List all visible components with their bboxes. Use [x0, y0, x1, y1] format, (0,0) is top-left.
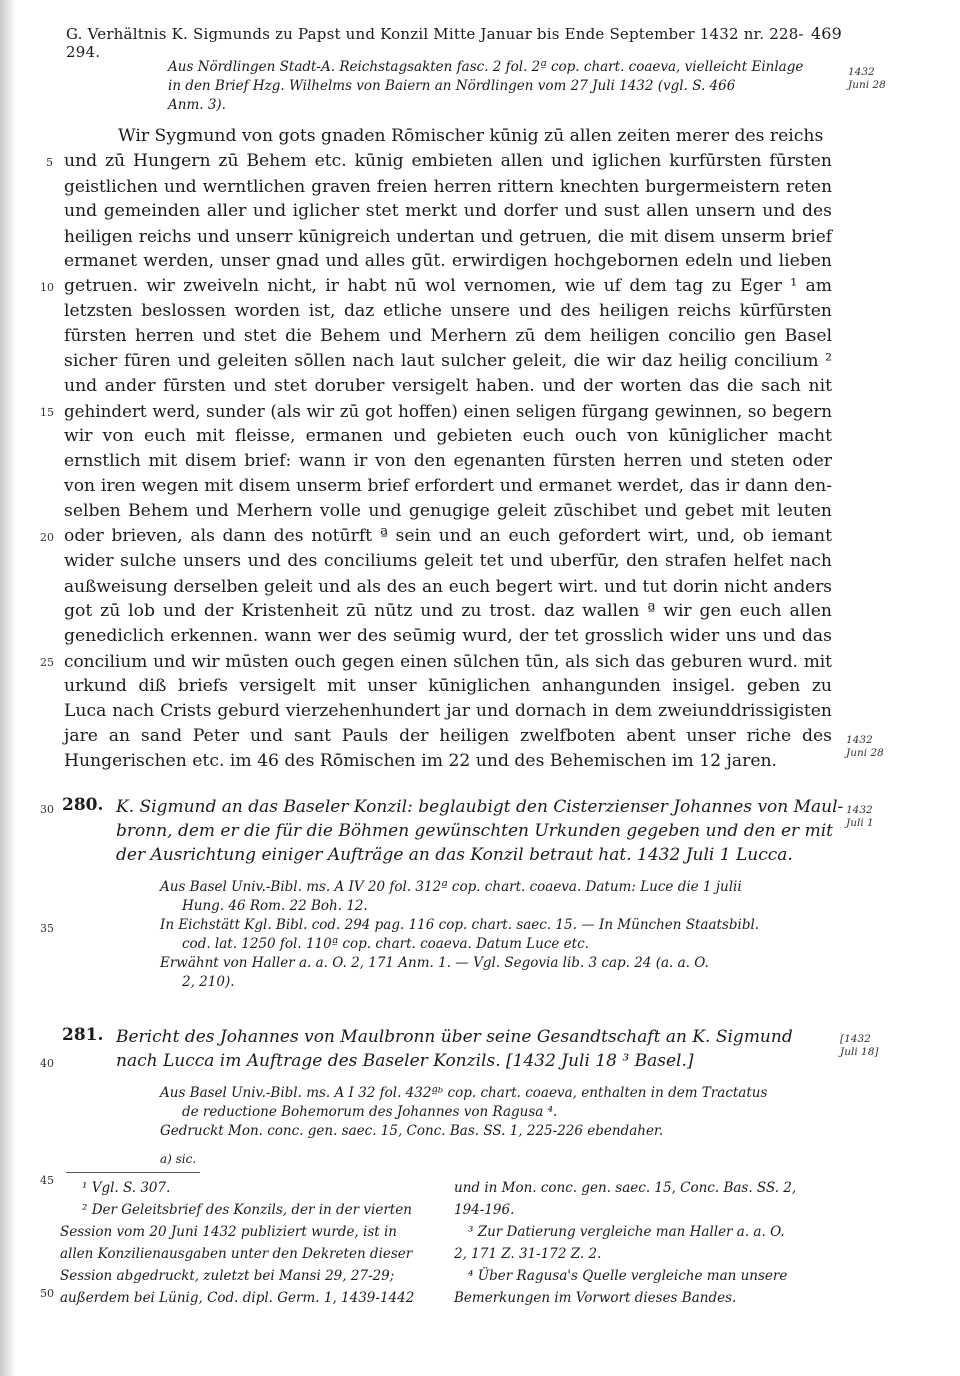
source-line: Hung. 46 Rom. 22 Boh. 12. [182, 898, 368, 914]
line-number: 40 [40, 1057, 54, 1070]
body-line: von iren wegen mit disem unserm brief erfordert und ermanet werdet, das ir dann den- [64, 476, 832, 496]
body-line: und zū Hungern zū Behem etc. kūnig embieten allen und iglichen kurfūrsten fūrsten [64, 151, 832, 171]
heading-line: bronn, dem er die für die Böhmen gewünschten Urkunden gegeben und den er mit [116, 821, 833, 841]
footnote-line: 2, 171 Z. 31-172 Z. 2. [454, 1246, 602, 1262]
margin-date-year: 1432 [848, 66, 875, 78]
body-line: fūrsten herren und stet die Behem und Merhern zū dem heiligen concilio gen Basel [64, 326, 832, 346]
document-number: 280. [62, 795, 104, 815]
source-line: Aus Basel Univ.-Bibl. ms. A I 32 fol. 432ªᵇ cop. chart. coaeva, enthalten in dem Tractatus [160, 1085, 768, 1101]
page-edge-shadow [0, 0, 16, 1376]
margin-date-year: [1432 [840, 1033, 871, 1045]
document-heading [116, 1025, 793, 1073]
heading-line: der Ausrichtung einiger Aufträge an das Konzil betraut hat. 1432 Juli 1 Lucca. [116, 845, 793, 865]
line-number: 20 [40, 531, 54, 544]
footnote-line: allen Konzilienausgaben unter den Dekreten dieser [60, 1246, 413, 1262]
footnote-rule [66, 1172, 200, 1173]
margin-date-day: Juni 28 [848, 79, 886, 91]
margin-date-day: Juli 1 [846, 817, 874, 829]
body-line: und ander fūrsten und stet doruber versigelt haben. und der worten das die sach nit [64, 376, 832, 396]
source-note-line: Anm. 3). [168, 97, 226, 113]
source-line: Gedruckt Mon. conc. gen. saec. 15, Conc. Bas. SS. 1, 225-226 ebendaher. [160, 1123, 664, 1139]
margin-date-year: 1432 [846, 734, 873, 746]
footnote-line: ⁴ Über Ragusa's Quelle vergleiche man unsere [468, 1268, 788, 1284]
source-line: Aus Basel Univ.-Bibl. ms. A IV 20 fol. 312ª cop. chart. coaeva. Datum: Luce die 1 julii [160, 879, 742, 895]
margin-date-year: 1432 [846, 804, 873, 816]
footnotes-right [454, 1177, 834, 1309]
heading-line: K. Sigmund an das Baseler Konzil: beglaubigt den Cisterzienser Johannes von Maul- [116, 797, 844, 817]
source-line: Erwähnt von Haller a. a. O. 2, 171 Anm. 1. — Vgl. Segovia lib. 3 cap. 24 (a. a. O. [160, 955, 709, 971]
margin-date-day: Juni 28 [846, 747, 884, 759]
footnote-line: außerdem bei Lünig, Cod. dipl. Germ. 1, 1439-1442 [60, 1290, 415, 1306]
document-sources [160, 1084, 767, 1141]
margin-date-top [848, 66, 886, 92]
body-line: geistlichen und werntlichen graven freien herren rittern knechten burgermeistern reten [64, 176, 832, 196]
footnote-line: Session vom 20 Juni 1432 publiziert wurde, ist in [60, 1224, 397, 1240]
document-number: 281. [62, 1025, 104, 1045]
line-number: 50 [40, 1287, 54, 1300]
source-line: In Eichstätt Kgl. Bibl. cod. 294 pag. 116 cop. chart. saec. 15. — In München Staatsbibl. [160, 917, 760, 933]
source-line: de reductione Bohemorum des Johannes von Ragusa ⁴. [182, 1104, 558, 1120]
line-number: 10 [40, 281, 54, 294]
body-line: sicher fūren und geleiten sōllen nach laut sulcher geleit, die wir daz heilig concilium ² [64, 351, 832, 371]
page-number: 469 [810, 24, 842, 43]
body-line: getruen. wir zweiveln nicht, ir habt nū wol vernomen, wie uf dem tag zu Eger ¹ am [64, 276, 832, 296]
body-line: got zū lob und der Kristenheit zū nūtz und zu trost. daz wallen ª wir gen euch allen [64, 601, 832, 621]
line-number: 25 [40, 656, 54, 669]
source-note [168, 58, 803, 115]
body-line: jare an sand Peter und sant Pauls der heiligen zwelfboten abent unser riche des [64, 726, 832, 746]
footnotes-left [60, 1177, 440, 1309]
margin-date-281 [840, 1033, 878, 1059]
footnote-line: Bemerkungen im Vorwort dieses Bandes. [454, 1290, 737, 1306]
body-line: außweisung derselben geleit und als des an euch begert wirt. und tut dorin nicht anders [64, 576, 832, 596]
margin-date-end [846, 734, 884, 760]
body-line: ernstlich mit disem brief: wann ir von den egenanten fūrsten herren und steten oder [64, 451, 832, 471]
body-line: gehindert werd, sunder (als wir zū got hoffen) einen seligen fūrgang gewinnen, so begern [64, 401, 832, 421]
footnote-line: ³ Zur Datierung vergleiche man Haller a. a. O. [468, 1224, 785, 1240]
apparatus-note: a) sic. [160, 1152, 197, 1166]
body-line: genediclich erkennen. wann wer des seūmig wurd, der tet grosslich wider uns und das [64, 626, 832, 646]
body-line: Luca nach Crists geburd vierzehenhundert jar und dornach in dem zweiunddrissigisten [64, 701, 832, 721]
body-line: selben Behem und Merhern volle und genugige geleit zūschibet und gebet mit leuten [64, 501, 832, 521]
body-line: heiligen reichs und unserr kūnigreich undertan und getruen, die mit disem unserm brief [64, 226, 832, 246]
margin-date-day: Juli 18] [840, 1046, 879, 1058]
body-line: und gemeinden aller und iglicher stet merkt und dorfer und sust allen unsern und des [64, 201, 832, 221]
line-number: 45 [40, 1174, 54, 1187]
body-line: letzsten beslossen worden ist, daz etliche unsere und des heiligen reichs kūrfūrsten [64, 301, 832, 321]
body-line: wider sulche unsers und des conciliums geleit tet und uberfūr, den strafen helfet nach [64, 551, 832, 571]
body-line: concilium und wir mūsten ouch gegen einen sūlchen tūn, als sich das geburen wurd. mit [64, 651, 832, 671]
footnote-line: 194-196. [454, 1202, 515, 1218]
document-heading [116, 795, 843, 867]
footnote-line: ¹ Vgl. S. 307. [82, 1180, 171, 1196]
heading-line: Bericht des Johannes von Maulbronn über seine Gesandtschaft an K. Sigmund [116, 1027, 793, 1047]
footnote-line: und in Mon. conc. gen. saec. 15, Conc. Bas. SS. 2, [454, 1180, 797, 1196]
line-number: 5 [46, 156, 53, 169]
footnote-line: ² Der Geleitsbrief des Konzils, der in der vierten [82, 1202, 412, 1218]
source-note-line: in den Brief Hzg. Wilhelms von Baiern an Nördlingen vom 27 Juli 1432 (vgl. S. 466 [168, 78, 736, 94]
body-line: ermanet werden, unser gnad und alles gūt. erwirdigen hochgebornen edeln und lieben [64, 251, 832, 271]
line-number: 35 [40, 922, 54, 935]
source-note-line: Aus Nördlingen Stadt-A. Reichstagsakten fasc. 2 fol. 2ª cop. chart. coaeva, vielleicht Einlage [168, 59, 804, 75]
source-line: 2, 210). [182, 974, 235, 990]
line-number: 15 [40, 406, 54, 419]
footnote-line: Session abgedruckt, zuletzt bei Mansi 29, 27-29; [60, 1268, 395, 1284]
document-sources [160, 878, 759, 992]
body-line: wir von euch mit fleisse, ermanen und gebieten euch ouch von kūniglicher macht [64, 426, 832, 446]
body-line: urkund diß briefs versigelt mit unser kūniglichen anhangunden insigel. geben zu [64, 676, 832, 696]
line-number: 30 [40, 803, 54, 816]
source-line: cod. lat. 1250 fol. 110ª cop. chart. coaeva. Datum Luce etc. [182, 936, 589, 952]
body-line: oder brieven, als dann des notūrft ª sein und an euch gefordert wirt, und, ob iemant [64, 526, 832, 546]
running-header [66, 24, 842, 61]
body-line: Hungerischen etc. im 46 des Rōmischen im 22 und des Behemischen im 12 jaren. [64, 751, 778, 771]
running-header-title: G. Verhältnis K. Sigmunds zu Papst und Konzil Mitte Januar bis Ende September 1432 nr. 228-294. [66, 25, 804, 61]
body-line: Wir Sygmund von gots gnaden Rōmischer kūnig zū allen zeiten merer des reichs [118, 126, 824, 146]
heading-line: nach Lucca im Auftrage des Baseler Konzils. [1432 Juli 18 ³ Basel.] [116, 1051, 694, 1071]
margin-date-280 [846, 804, 874, 830]
